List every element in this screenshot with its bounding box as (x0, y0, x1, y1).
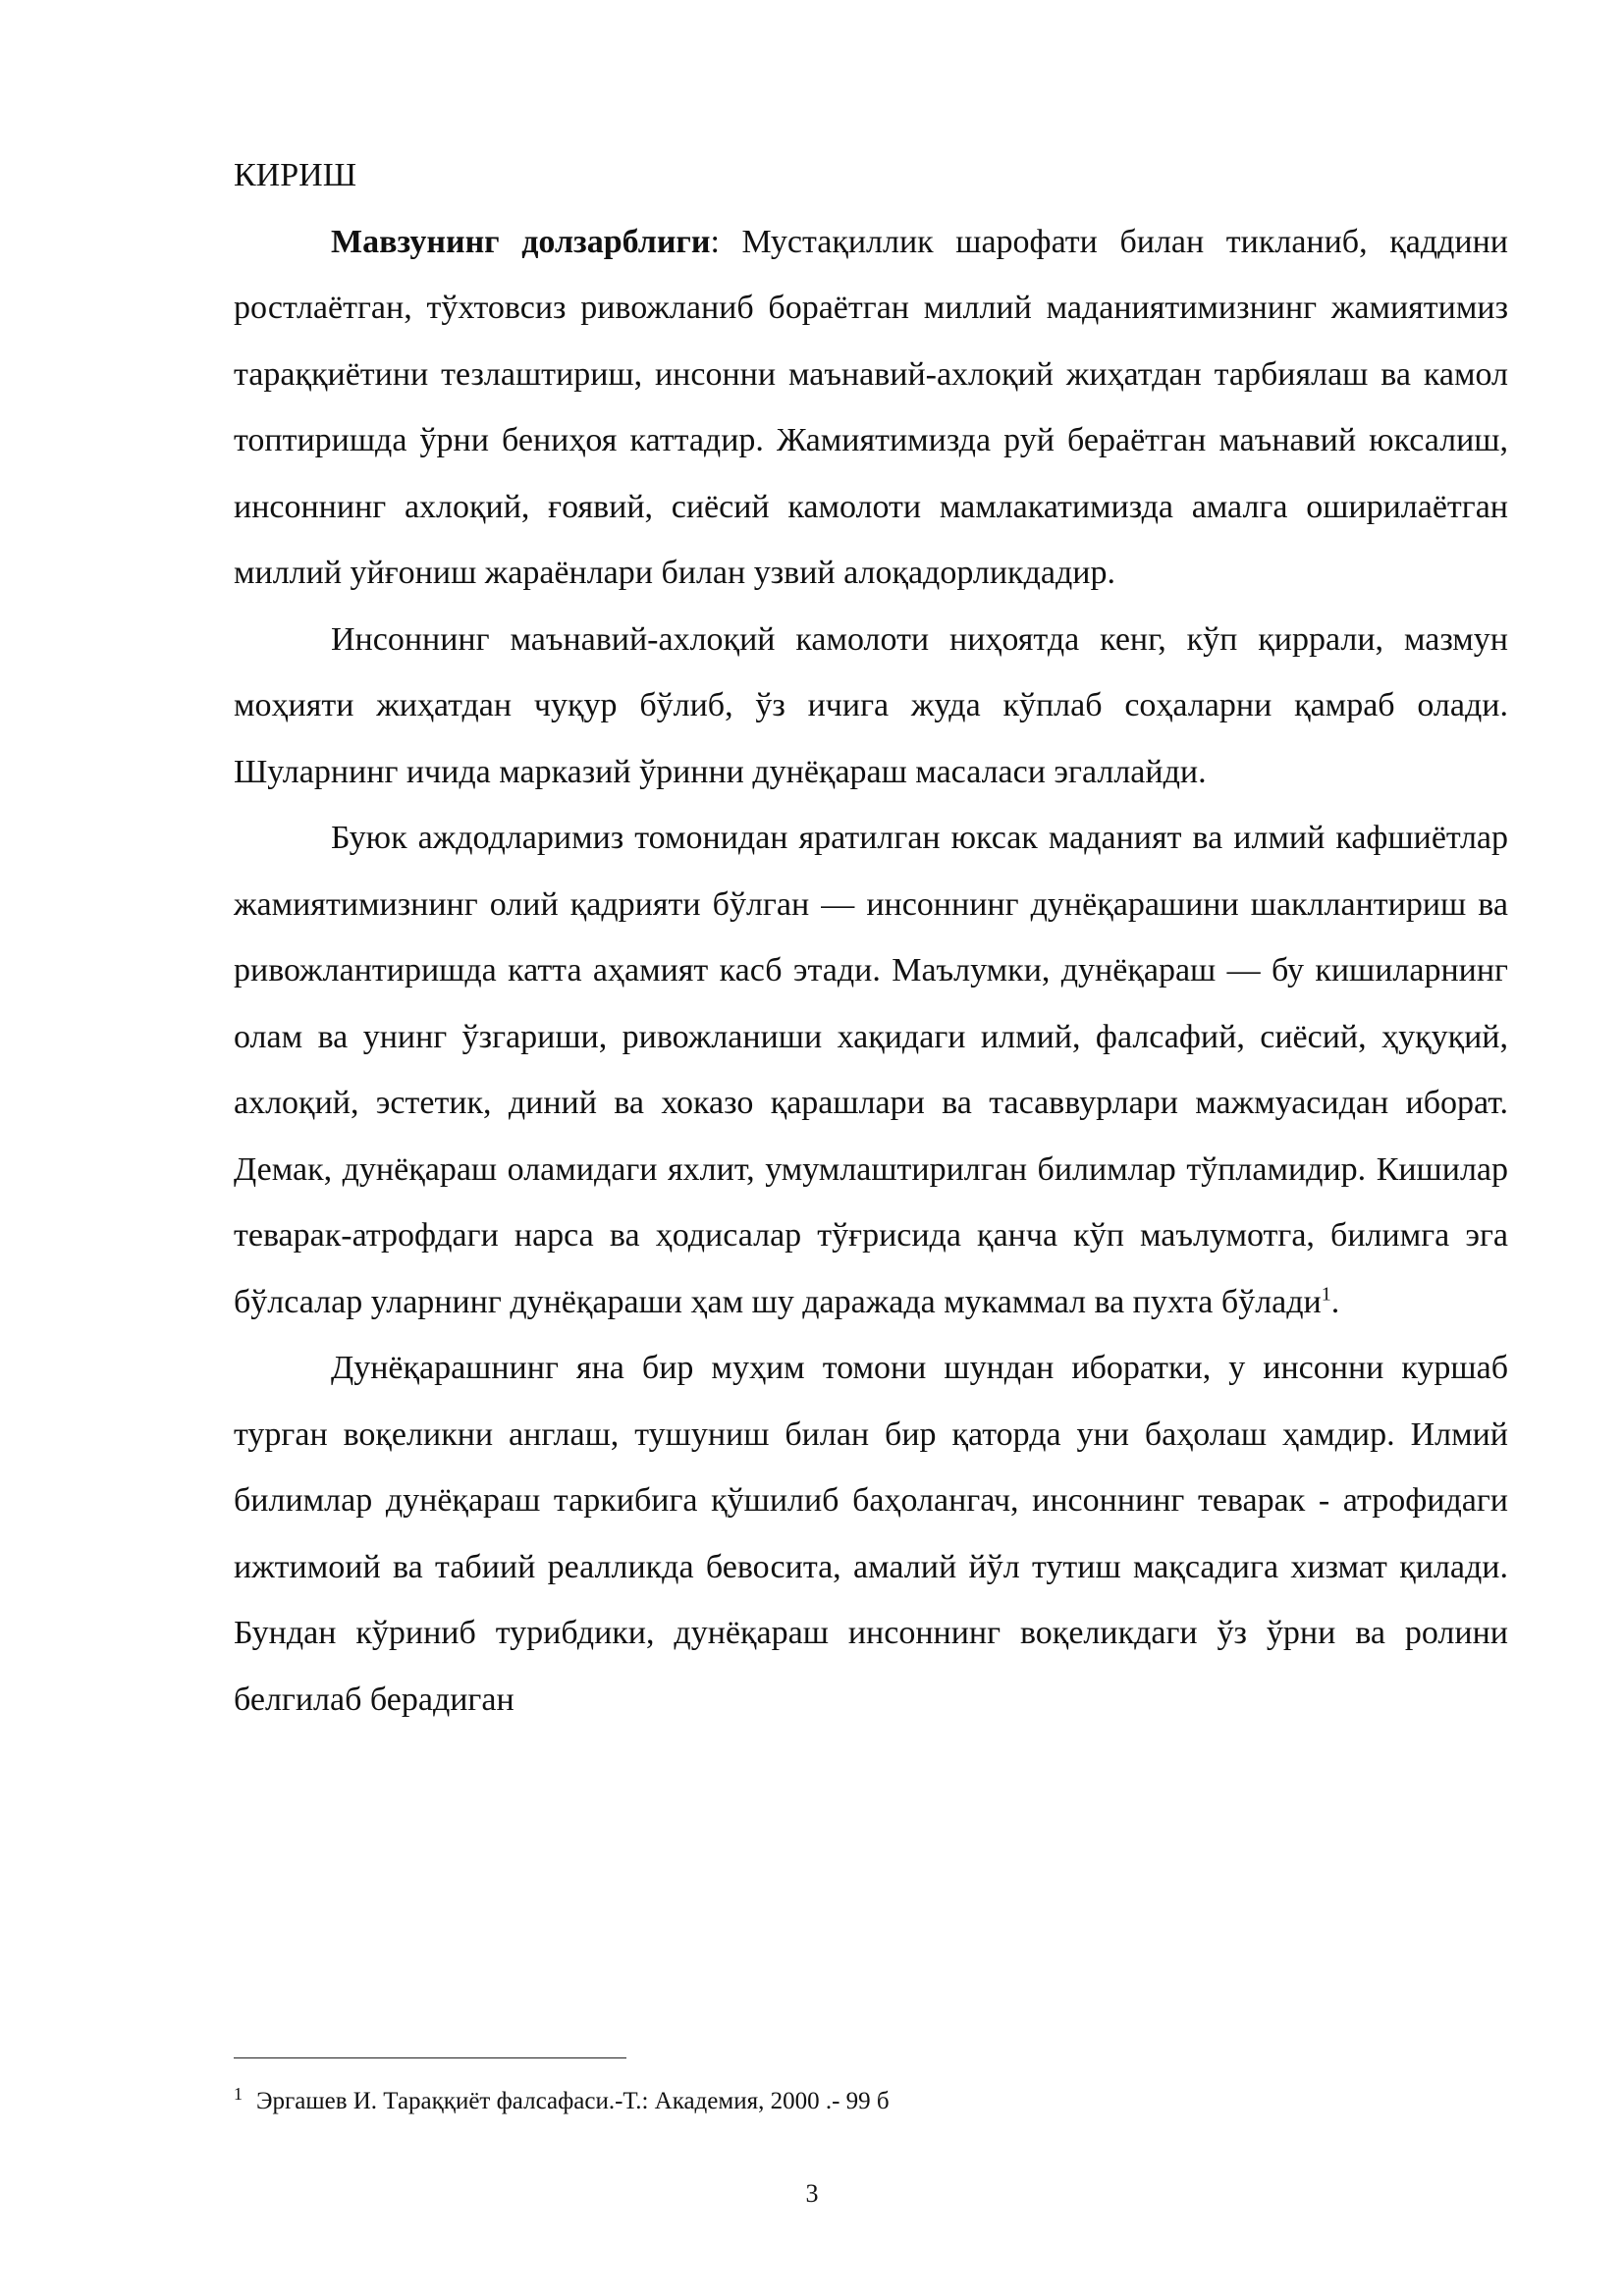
paragraph-text: Буюк аждодларимиз томонидан яратилган юксак маданият ва илмий кафшиётлар жамиятимизнинг олий қадрияти бўлган — инсоннинг дунёқарашини шакллантириш ва ривожлантиришда катта аҳамият касб этади. Маълумки, дунёқараш — бу кишиларнинг олам ва унинг ўзгариши, ривожланиши хақидаги илмий, фалсафий, сиёсий, ҳуқуқий, ахлоқий, эстетик, диний ва хоказо қарашлари ва тасаввурлари мажмуасидан иборат. Демак, дунёқараш оламидаги яхлит, умумлаштирилган билимлар тўпламидир. Кишилар теварак-атрофдаги нарса ва ҳодисалар тўғрисида қанча кўп маълумотга, билимга эга бўлсалар уларнинг дунёқараши ҳам шу даражада мукаммал ва пухта бўлади (234, 820, 1508, 1320)
paragraph-moral-development: Инсоннинг маънавий-ахлоқий камолоти ниҳоятда кенг, кўп қиррали, мазмун моҳияти жиҳатдан чуқур бўлиб, ўз ичига жуда кўплаб соҳаларни қамраб олади. Шуларнинг ичида марказий ўринни дунёқараш масаласи эгаллайди. (234, 620, 1508, 790)
paragraph-worldview-definition (234, 805, 1508, 1335)
paragraph-text: : Мустақиллик шарофати билан тикланиб, қаддини ростлаётган, тўхтовсиз ривожланиб бораётган миллий маданиятимизнинг жамиятимиз тараққиётини тезлаштириш, инсонни маънавий-ахлоқий жиҳатдан тарбиялаш ва камол топтиришда ўрни бениҳоя каттадир. Жамиятимизда руй бераётган маънавий юксалиш, инсоннинг ахлоқий, ғоявий, сиёсий камолоти мамлакатимизда амалга оширилаётган миллий уйғониш жараёнлари билан узвий алоқадорликдадир. (234, 223, 1508, 591)
paragraph-tail: . (1330, 1283, 1340, 1320)
paragraph-lead: Мавзунинг долзарблиги (331, 223, 711, 260)
body-text (234, 142, 1508, 1733)
footnote-reference[interactable]: 1 (1321, 1283, 1331, 1306)
page-number: 3 (805, 2179, 819, 2208)
footnote-marker: 1 (234, 2083, 243, 2104)
footnote-separator (234, 2057, 626, 2058)
paragraph-relevance (234, 209, 1508, 607)
paragraph-worldview-evaluation: Дунёқарашнинг яна бир муҳим томони шундан иборатки, у инсонни куршаб турган воқеликни англаш, тушуниш билан бир қаторда уни баҳолаш ҳамдир. Илмий билимлар дунёқараш таркибига қўшилиб баҳолангач, инсоннинг теварак - атрофидаги ижтимоий ва табиий реалликда бевосита, амалий йўл тутиш мақсадига хизмат қилади. Бундан кўриниб турибдики, дунёқараш инсоннинг воқеликдаги ўз ўрни ва ролини белгилаб берадиган (234, 1350, 1508, 1718)
footnote (234, 2085, 1508, 2118)
section-heading: КИРИШ (234, 157, 356, 193)
footnote-text: Эргашев И. Тараққиёт фалсафаси.-Т.: Академия, 2000 .- 99 б (256, 2088, 890, 2114)
